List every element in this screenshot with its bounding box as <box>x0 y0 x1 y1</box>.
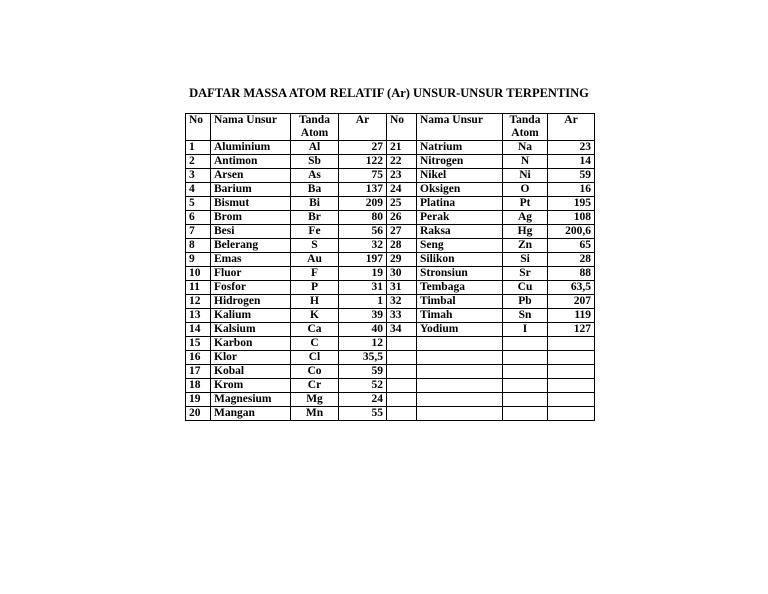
cell-nama-unsur: Perak <box>417 211 503 225</box>
cell-tanda-atom: Pb <box>503 295 548 309</box>
table-body <box>186 141 595 421</box>
cell-nama-unsur: Brom <box>211 211 291 225</box>
table-row <box>186 253 595 267</box>
cell-nama-unsur: Aluminium <box>211 141 291 155</box>
cell-no: 13 <box>186 309 211 323</box>
cell-no: 33 <box>387 309 417 323</box>
cell-ar: 80 <box>339 211 387 225</box>
cell-no: 9 <box>186 253 211 267</box>
cell-tanda-atom: F <box>291 267 339 281</box>
cell-nama-unsur: Belerang <box>211 239 291 253</box>
cell-tanda-atom: P <box>291 281 339 295</box>
cell-no: 34 <box>387 323 417 337</box>
cell-tanda-atom: Cl <box>291 351 339 365</box>
cell-ar: 88 <box>548 267 595 281</box>
cell-nama-unsur: Tembaga <box>417 281 503 295</box>
cell-ar: 209 <box>339 197 387 211</box>
cell-no: 28 <box>387 239 417 253</box>
cell-no <box>387 407 417 421</box>
cell-ar: 24 <box>339 393 387 407</box>
cell-ar: 32 <box>339 239 387 253</box>
header-blank <box>339 127 387 141</box>
cell-tanda-atom: O <box>503 183 548 197</box>
cell-ar: 195 <box>548 197 595 211</box>
cell-tanda-atom: S <box>291 239 339 253</box>
table-header-row-2 <box>186 127 595 141</box>
cell-nama-unsur: Kobal <box>211 365 291 379</box>
cell-ar: 31 <box>339 281 387 295</box>
cell-nama-unsur: Oksigen <box>417 183 503 197</box>
cell-no: 4 <box>186 183 211 197</box>
cell-tanda-atom: C <box>291 337 339 351</box>
cell-nama-unsur: Seng <box>417 239 503 253</box>
cell-tanda-atom: Hg <box>503 225 548 239</box>
header-blank <box>417 127 503 141</box>
cell-tanda-atom: Cr <box>291 379 339 393</box>
cell-tanda-atom: Cu <box>503 281 548 295</box>
cell-nama-unsur: Krom <box>211 379 291 393</box>
cell-no: 7 <box>186 225 211 239</box>
cell-no: 18 <box>186 379 211 393</box>
header-tanda: Tanda <box>291 114 339 128</box>
cell-nama-unsur: Timah <box>417 309 503 323</box>
cell-nama-unsur: Klor <box>211 351 291 365</box>
table-row <box>186 295 595 309</box>
cell-no <box>387 337 417 351</box>
cell-ar: 12 <box>339 337 387 351</box>
cell-tanda-atom <box>503 337 548 351</box>
header-blank <box>211 127 291 141</box>
cell-tanda-atom: Mg <box>291 393 339 407</box>
cell-no: 16 <box>186 351 211 365</box>
cell-ar: 23 <box>548 141 595 155</box>
table-row <box>186 197 595 211</box>
table-header-row <box>186 114 595 128</box>
header-nama-unsur: Nama Unsur <box>211 114 291 128</box>
cell-no: 32 <box>387 295 417 309</box>
cell-no: 26 <box>387 211 417 225</box>
cell-tanda-atom: Ca <box>291 323 339 337</box>
cell-tanda-atom: Bi <box>291 197 339 211</box>
cell-tanda-atom: N <box>503 155 548 169</box>
cell-tanda-atom: Ba <box>291 183 339 197</box>
table-row <box>186 393 595 407</box>
cell-no: 1 <box>186 141 211 155</box>
cell-nama-unsur: Platina <box>417 197 503 211</box>
cell-ar: 52 <box>339 379 387 393</box>
cell-ar: 39 <box>339 309 387 323</box>
cell-nama-unsur <box>417 351 503 365</box>
cell-no: 5 <box>186 197 211 211</box>
cell-nama-unsur: Bismut <box>211 197 291 211</box>
cell-nama-unsur: Timbal <box>417 295 503 309</box>
table-row <box>186 351 595 365</box>
cell-tanda-atom: Zn <box>503 239 548 253</box>
cell-ar: 122 <box>339 155 387 169</box>
cell-ar <box>548 379 595 393</box>
document-title: DAFTAR MASSA ATOM RELATIF (Ar) UNSUR-UNSUR TERPENTING <box>189 86 589 100</box>
cell-tanda-atom <box>503 379 548 393</box>
cell-nama-unsur: Fosfor <box>211 281 291 295</box>
cell-no: 23 <box>387 169 417 183</box>
table-row <box>186 309 595 323</box>
cell-ar: 108 <box>548 211 595 225</box>
table-row <box>186 323 595 337</box>
atomic-mass-table <box>185 113 595 421</box>
cell-nama-unsur: Yodium <box>417 323 503 337</box>
cell-nama-unsur: Antimon <box>211 155 291 169</box>
table-row <box>186 155 595 169</box>
cell-no: 15 <box>186 337 211 351</box>
cell-ar: 56 <box>339 225 387 239</box>
cell-ar: 75 <box>339 169 387 183</box>
cell-nama-unsur: Hidrogen <box>211 295 291 309</box>
cell-ar: 16 <box>548 183 595 197</box>
cell-no: 19 <box>186 393 211 407</box>
cell-ar: 207 <box>548 295 595 309</box>
cell-no: 30 <box>387 267 417 281</box>
table-row <box>186 225 595 239</box>
cell-ar: 197 <box>339 253 387 267</box>
cell-tanda-atom: Ag <box>503 211 548 225</box>
header-blank <box>387 127 417 141</box>
cell-no: 3 <box>186 169 211 183</box>
header-blank <box>186 127 211 141</box>
table-row <box>186 365 595 379</box>
cell-nama-unsur: Besi <box>211 225 291 239</box>
cell-no <box>387 379 417 393</box>
cell-nama-unsur <box>417 407 503 421</box>
header-tanda: Tanda <box>503 114 548 128</box>
cell-no: 14 <box>186 323 211 337</box>
cell-tanda-atom: Sr <box>503 267 548 281</box>
cell-no: 17 <box>186 365 211 379</box>
cell-ar <box>548 393 595 407</box>
table-row <box>186 169 595 183</box>
cell-no <box>387 393 417 407</box>
cell-ar: 59 <box>339 365 387 379</box>
cell-nama-unsur: Fluor <box>211 267 291 281</box>
cell-ar: 1 <box>339 295 387 309</box>
cell-no: 10 <box>186 267 211 281</box>
cell-no: 25 <box>387 197 417 211</box>
cell-nama-unsur: Magnesium <box>211 393 291 407</box>
cell-nama-unsur: Karbon <box>211 337 291 351</box>
cell-ar: 119 <box>548 309 595 323</box>
cell-nama-unsur: Natrium <box>417 141 503 155</box>
header-no: No <box>387 114 417 128</box>
cell-tanda-atom: Pt <box>503 197 548 211</box>
cell-ar: 19 <box>339 267 387 281</box>
cell-tanda-atom: Ni <box>503 169 548 183</box>
cell-no: 2 <box>186 155 211 169</box>
cell-no: 20 <box>186 407 211 421</box>
cell-no <box>387 351 417 365</box>
cell-no: 24 <box>387 183 417 197</box>
cell-ar <box>548 351 595 365</box>
cell-ar <box>548 337 595 351</box>
cell-tanda-atom: Al <box>291 141 339 155</box>
cell-no: 21 <box>387 141 417 155</box>
cell-no: 11 <box>186 281 211 295</box>
cell-ar: 65 <box>548 239 595 253</box>
table-row <box>186 281 595 295</box>
header-blank <box>548 127 595 141</box>
cell-tanda-atom: K <box>291 309 339 323</box>
cell-nama-unsur: Silikon <box>417 253 503 267</box>
cell-ar <box>548 365 595 379</box>
cell-ar: 35,5 <box>339 351 387 365</box>
cell-nama-unsur: Nikel <box>417 169 503 183</box>
cell-nama-unsur: Arsen <box>211 169 291 183</box>
cell-tanda-atom <box>503 351 548 365</box>
cell-nama-unsur <box>417 393 503 407</box>
cell-nama-unsur: Emas <box>211 253 291 267</box>
cell-no: 8 <box>186 239 211 253</box>
cell-ar: 40 <box>339 323 387 337</box>
table-row <box>186 407 595 421</box>
cell-nama-unsur: Kalsium <box>211 323 291 337</box>
table-row <box>186 211 595 225</box>
cell-ar: 14 <box>548 155 595 169</box>
cell-nama-unsur <box>417 337 503 351</box>
cell-tanda-atom: Si <box>503 253 548 267</box>
table-row <box>186 141 595 155</box>
cell-ar: 137 <box>339 183 387 197</box>
cell-nama-unsur: Nitrogen <box>417 155 503 169</box>
cell-nama-unsur <box>417 365 503 379</box>
header-atom: Atom <box>503 127 548 141</box>
cell-ar: 27 <box>339 141 387 155</box>
cell-tanda-atom: As <box>291 169 339 183</box>
cell-nama-unsur: Mangan <box>211 407 291 421</box>
cell-ar <box>548 407 595 421</box>
cell-tanda-atom: Fe <box>291 225 339 239</box>
cell-tanda-atom: Au <box>291 253 339 267</box>
cell-nama-unsur: Barium <box>211 183 291 197</box>
cell-no: 29 <box>387 253 417 267</box>
cell-no: 27 <box>387 225 417 239</box>
cell-nama-unsur <box>417 379 503 393</box>
table-row <box>186 267 595 281</box>
cell-tanda-atom: Sb <box>291 155 339 169</box>
table-row <box>186 239 595 253</box>
cell-tanda-atom: Br <box>291 211 339 225</box>
header-atom: Atom <box>291 127 339 141</box>
cell-tanda-atom <box>503 393 548 407</box>
cell-ar: 59 <box>548 169 595 183</box>
cell-no: 6 <box>186 211 211 225</box>
cell-ar: 55 <box>339 407 387 421</box>
cell-nama-unsur: Raksa <box>417 225 503 239</box>
cell-no <box>387 365 417 379</box>
cell-ar: 63,5 <box>548 281 595 295</box>
header-nama-unsur: Nama Unsur <box>417 114 503 128</box>
cell-ar: 127 <box>548 323 595 337</box>
table-row <box>186 337 595 351</box>
cell-tanda-atom: I <box>503 323 548 337</box>
cell-tanda-atom: Na <box>503 141 548 155</box>
cell-nama-unsur: Stronsiun <box>417 267 503 281</box>
cell-nama-unsur: Kalium <box>211 309 291 323</box>
cell-ar: 200,6 <box>548 225 595 239</box>
cell-no: 22 <box>387 155 417 169</box>
table-row <box>186 183 595 197</box>
cell-tanda-atom: H <box>291 295 339 309</box>
cell-no: 31 <box>387 281 417 295</box>
cell-tanda-atom <box>503 407 548 421</box>
cell-ar: 28 <box>548 253 595 267</box>
header-no: No <box>186 114 211 128</box>
cell-tanda-atom: Co <box>291 365 339 379</box>
header-ar: Ar <box>548 114 595 128</box>
cell-tanda-atom: Sn <box>503 309 548 323</box>
header-ar: Ar <box>339 114 387 128</box>
table-row <box>186 379 595 393</box>
cell-no: 12 <box>186 295 211 309</box>
cell-tanda-atom <box>503 365 548 379</box>
cell-tanda-atom: Mn <box>291 407 339 421</box>
